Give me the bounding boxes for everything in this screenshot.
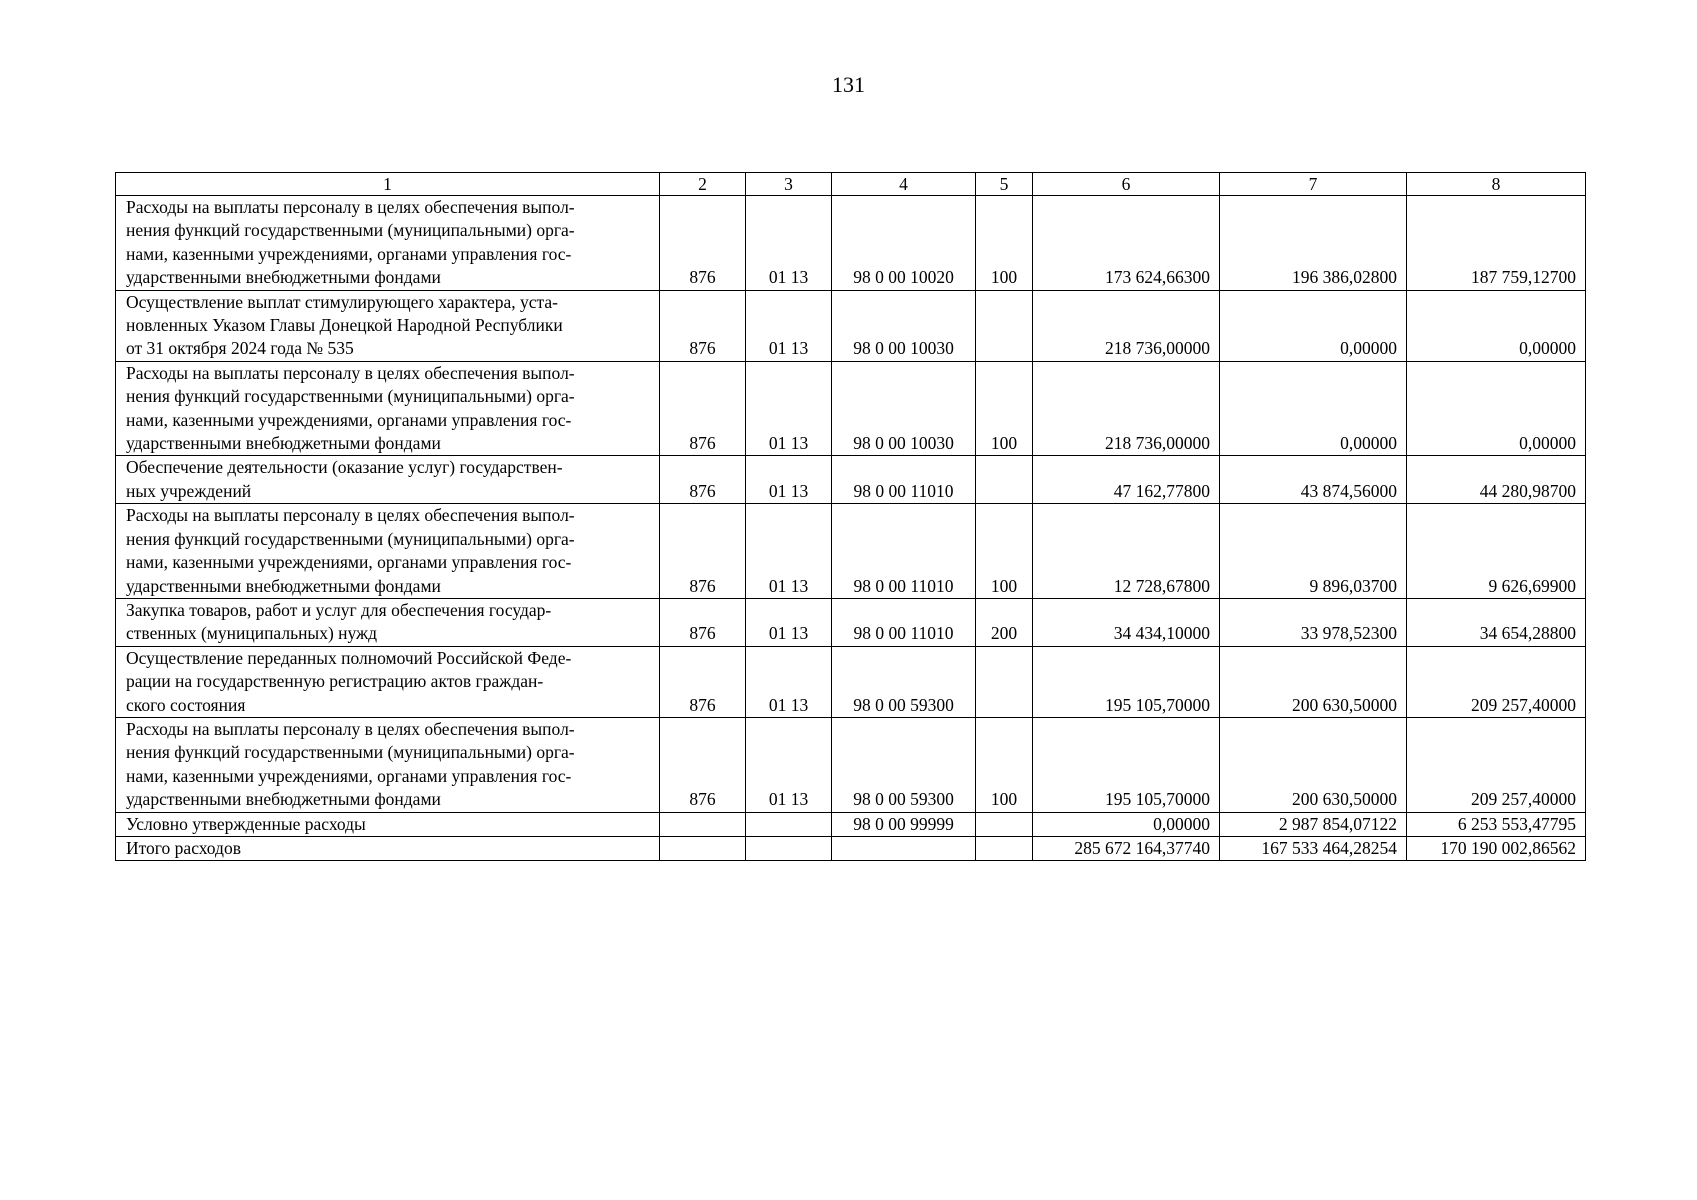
row-amount-6: 195 105,70000 [1033,646,1220,717]
budget-table [115,172,1586,861]
row-description: Итого расходов [116,836,660,860]
row-amount-7: 2 987 854,07122 [1220,812,1407,836]
row-description: Расходы на выплаты персоналу в целях обеспечения выпол- нения функций государственными (муниципальными) орга- нами, казенными учреждениями, органами управления гос- ударственными внебюджетными фондами [116,361,660,456]
row-ved-code: 876 [660,598,746,646]
row-amount-8: 0,00000 [1407,361,1586,456]
table-row [116,717,1586,812]
table-row [116,504,1586,599]
row-section-code [746,836,832,860]
row-expense-type: 100 [976,361,1033,456]
row-description: Расходы на выплаты персоналу в целях обеспечения выпол- нения функций государственными (муниципальными) орга- нами, казенными учреждениями, органами управления гос- ударственными внебюджетными фондами [116,196,660,291]
header-cell-4: 4 [832,173,976,196]
row-target-code: 98 0 00 11010 [832,456,976,504]
row-expense-type [976,456,1033,504]
row-ved-code [660,836,746,860]
table-row [116,361,1586,456]
row-target-code: 98 0 00 10030 [832,361,976,456]
row-ved-code: 876 [660,504,746,599]
header-cell-2: 2 [660,173,746,196]
row-amount-8: 170 190 002,86562 [1407,836,1586,860]
table-body [116,173,1586,861]
row-ved-code: 876 [660,196,746,291]
row-amount-6: 218 736,00000 [1033,361,1220,456]
row-amount-6: 0,00000 [1033,812,1220,836]
row-amount-7: 200 630,50000 [1220,646,1407,717]
row-description: Обеспечение деятельности (оказание услуг) государствен- ных учреждений [116,456,660,504]
row-section-code: 01 13 [746,717,832,812]
row-target-code: 98 0 00 10030 [832,290,976,361]
row-amount-7: 43 874,56000 [1220,456,1407,504]
row-expense-type [976,836,1033,860]
row-description: Осуществление выплат стимулирующего характера, уста- новленных Указом Главы Донецкой Народной Республики от 31 октября 2024 года № 535 [116,290,660,361]
row-description: Осуществление переданных полномочий Российской Феде- рации на государственную регистрацию актов граждан- ского состояния [116,646,660,717]
header-cell-5: 5 [976,173,1033,196]
table-row [116,836,1586,860]
row-amount-7: 200 630,50000 [1220,717,1407,812]
row-description: Закупка товаров, работ и услуг для обеспечения государ- ственных (муниципальных) нужд [116,598,660,646]
row-ved-code: 876 [660,290,746,361]
table-row [116,598,1586,646]
row-section-code: 01 13 [746,598,832,646]
row-ved-code: 876 [660,456,746,504]
row-amount-7: 9 896,03700 [1220,504,1407,599]
header-cell-1: 1 [116,173,660,196]
row-section-code: 01 13 [746,290,832,361]
row-description: Расходы на выплаты персоналу в целях обеспечения выпол- нения функций государственными (муниципальными) орга- нами, казенными учреждениями, органами управления гос- ударственными внебюджетными фондами [116,504,660,599]
row-amount-6: 12 728,67800 [1033,504,1220,599]
row-target-code [832,836,976,860]
page-number: 131 [832,72,865,97]
row-section-code: 01 13 [746,456,832,504]
row-amount-7: 167 533 464,28254 [1220,836,1407,860]
row-amount-7: 196 386,02800 [1220,196,1407,291]
row-target-code: 98 0 00 10020 [832,196,976,291]
row-amount-6: 218 736,00000 [1033,290,1220,361]
header-cell-8: 8 [1407,173,1586,196]
row-section-code: 01 13 [746,361,832,456]
row-expense-type [976,290,1033,361]
row-target-code: 98 0 00 59300 [832,646,976,717]
row-target-code: 98 0 00 11010 [832,598,976,646]
table-header-row [116,173,1586,196]
row-target-code: 98 0 00 59300 [832,717,976,812]
row-amount-7: 33 978,52300 [1220,598,1407,646]
row-amount-8: 34 654,28800 [1407,598,1586,646]
row-expense-type [976,646,1033,717]
row-amount-8: 0,00000 [1407,290,1586,361]
row-amount-8: 209 257,40000 [1407,646,1586,717]
table-row [116,812,1586,836]
row-amount-6: 47 162,77800 [1033,456,1220,504]
row-amount-6: 285 672 164,37740 [1033,836,1220,860]
row-expense-type: 100 [976,196,1033,291]
row-amount-8: 6 253 553,47795 [1407,812,1586,836]
row-amount-8: 44 280,98700 [1407,456,1586,504]
table-row [116,290,1586,361]
row-expense-type: 100 [976,717,1033,812]
row-target-code: 98 0 00 11010 [832,504,976,599]
row-amount-6: 195 105,70000 [1033,717,1220,812]
row-amount-6: 173 624,66300 [1033,196,1220,291]
row-section-code: 01 13 [746,646,832,717]
row-ved-code: 876 [660,361,746,456]
header-cell-3: 3 [746,173,832,196]
row-amount-8: 209 257,40000 [1407,717,1586,812]
row-amount-8: 187 759,12700 [1407,196,1586,291]
row-description: Условно утвержденные расходы [116,812,660,836]
row-section-code: 01 13 [746,196,832,291]
table-row [116,646,1586,717]
row-amount-6: 34 434,10000 [1033,598,1220,646]
header-cell-6: 6 [1033,173,1220,196]
row-expense-type: 200 [976,598,1033,646]
row-amount-8: 9 626,69900 [1407,504,1586,599]
row-expense-type [976,812,1033,836]
row-target-code: 98 0 00 99999 [832,812,976,836]
row-description: Расходы на выплаты персоналу в целях обеспечения выпол- нения функций государственными (муниципальными) орга- нами, казенными учреждениями, органами управления гос- ударственными внебюджетными фондами [116,717,660,812]
row-section-code [746,812,832,836]
row-ved-code: 876 [660,646,746,717]
table-row [116,456,1586,504]
table-row [116,196,1586,291]
row-ved-code: 876 [660,717,746,812]
row-expense-type: 100 [976,504,1033,599]
row-amount-7: 0,00000 [1220,290,1407,361]
header-cell-7: 7 [1220,173,1407,196]
row-amount-7: 0,00000 [1220,361,1407,456]
row-section-code: 01 13 [746,504,832,599]
row-ved-code [660,812,746,836]
